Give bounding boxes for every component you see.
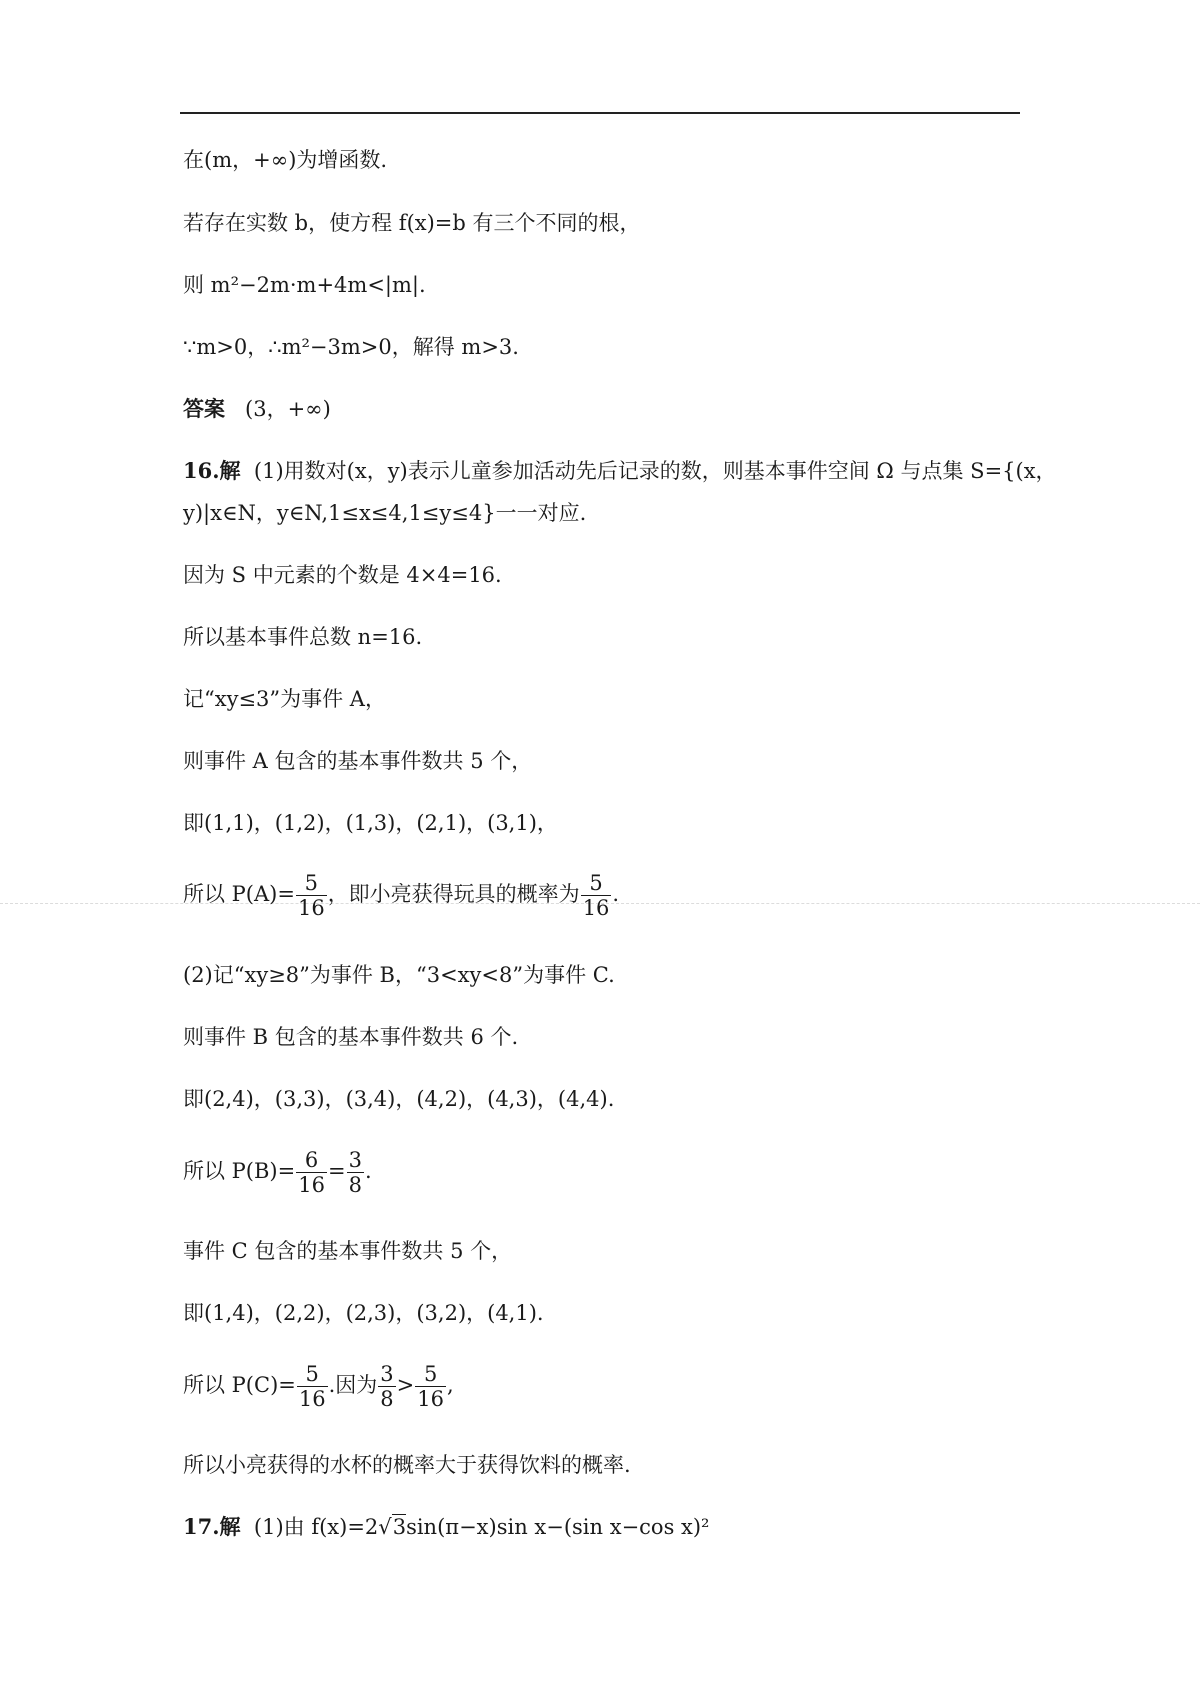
fraction-numerator: 5 <box>415 1362 446 1387</box>
answer-value: (3，+∞) <box>245 397 331 421</box>
fraction-denominator: 16 <box>298 1173 325 1197</box>
problem-16-label: 16.解 <box>183 458 241 483</box>
line-4: ∵m>0，∴m²−3m>0，解得 m>3. <box>183 335 519 359</box>
text-segment: sin(π−x)sin x−(sin x−cos x)² <box>406 1515 710 1539</box>
fraction-compare-1 <box>378 1362 395 1411</box>
fraction-denominator: 16 <box>298 1387 326 1411</box>
text-segment: .因为 <box>328 1373 378 1397</box>
line-11: 则事件 A 包含的基本事件数共 5 个， <box>183 749 533 773</box>
line-20 <box>183 1362 454 1411</box>
fraction-pb-1 <box>296 1148 327 1197</box>
text-segment: > <box>396 1373 415 1397</box>
fraction-pa <box>296 871 327 920</box>
line-13 <box>183 871 619 920</box>
line-8: 因为 S 中元素的个数是 4×4=16. <box>183 563 502 587</box>
fraction-pc <box>297 1362 328 1411</box>
text-segment: ，即小亮获得玩具的概率为 <box>327 882 580 906</box>
fraction-numerator: 6 <box>296 1148 327 1173</box>
problem-17-line: 17.解 (1)由 f(x)=2√3sin(π−x)sin x−(sin x−cos x)² <box>183 1514 710 1539</box>
line-10: 记“xy≤3”为事件 A， <box>183 687 386 711</box>
text-segment: , <box>447 1373 454 1397</box>
text-segment: 所以 P(A)= <box>183 882 295 906</box>
fraction-denominator: 16 <box>297 896 325 920</box>
fraction-pa-2 <box>581 871 612 920</box>
problem-17-label: 17.解 <box>183 1514 241 1539</box>
fraction-pb-2 <box>347 1148 364 1197</box>
text-segment: . <box>612 882 620 906</box>
radicand: 3 <box>392 1515 407 1539</box>
problem-16-text: (1)用数对(x，y)表示儿童参加活动先后记录的数，则基本事件空间 Ω 与点集 S={(x， <box>253 459 1057 483</box>
line-18: 事件 C 包含的基本事件数共 5 个， <box>183 1239 513 1263</box>
text-segment: 所以 P(C)= <box>183 1373 296 1397</box>
line-14: (2)记“xy≥8”为事件 B，“3<xy<8”为事件 C. <box>183 963 615 987</box>
answer-line <box>183 395 331 423</box>
line-19: 即(1,4)，(2,2)，(2,3)，(3,2)，(4,1). <box>183 1301 544 1325</box>
line-17 <box>183 1148 372 1197</box>
line-3: 则 m²−2m·m+4m<|m|. <box>183 273 426 297</box>
answer-label: 答案 <box>183 396 225 421</box>
text-segment: (1)由 f(x)=2 <box>253 1515 379 1539</box>
fraction-denominator: 16 <box>582 896 610 920</box>
fraction-denominator: 8 <box>380 1387 394 1411</box>
line-2: 若存在实数 b，使方程 f(x)=b 有三个不同的根， <box>183 211 641 235</box>
fraction-numerator: 5 <box>296 871 327 896</box>
line-12: 即(1,1)，(1,2)，(1,3)，(2,1)，(3,1)， <box>183 811 558 835</box>
fraction-denominator: 16 <box>417 1387 444 1411</box>
line-7: y)|x∈N，y∈N,1≤x≤4,1≤y≤4}一一对应. <box>183 501 587 525</box>
fraction-compare-2 <box>415 1362 446 1411</box>
text-segment: 所以 P(B)= <box>183 1159 296 1183</box>
text-segment: . <box>364 1159 372 1183</box>
text-segment: = <box>327 1159 346 1183</box>
problem-16-line <box>183 457 1057 485</box>
line-1: 在(m，+∞)为增函数. <box>183 148 388 172</box>
line-21: 所以小亮获得的水杯的概率大于获得饮料的概率. <box>183 1453 631 1477</box>
fraction-numerator: 3 <box>380 1362 394 1386</box>
fraction-numerator: 3 <box>348 1148 362 1172</box>
line-9: 所以基本事件总数 n=16. <box>183 625 423 649</box>
line-15: 则事件 B 包含的基本事件数共 6 个. <box>183 1025 519 1049</box>
line-16: 即(2,4)，(3,3)，(3,4)，(4,2)，(4,3)，(4,4). <box>183 1087 615 1111</box>
fraction-numerator: 5 <box>581 871 612 896</box>
header-rule <box>180 112 1020 114</box>
fraction-numerator: 5 <box>297 1362 328 1387</box>
fraction-denominator: 8 <box>348 1173 362 1197</box>
